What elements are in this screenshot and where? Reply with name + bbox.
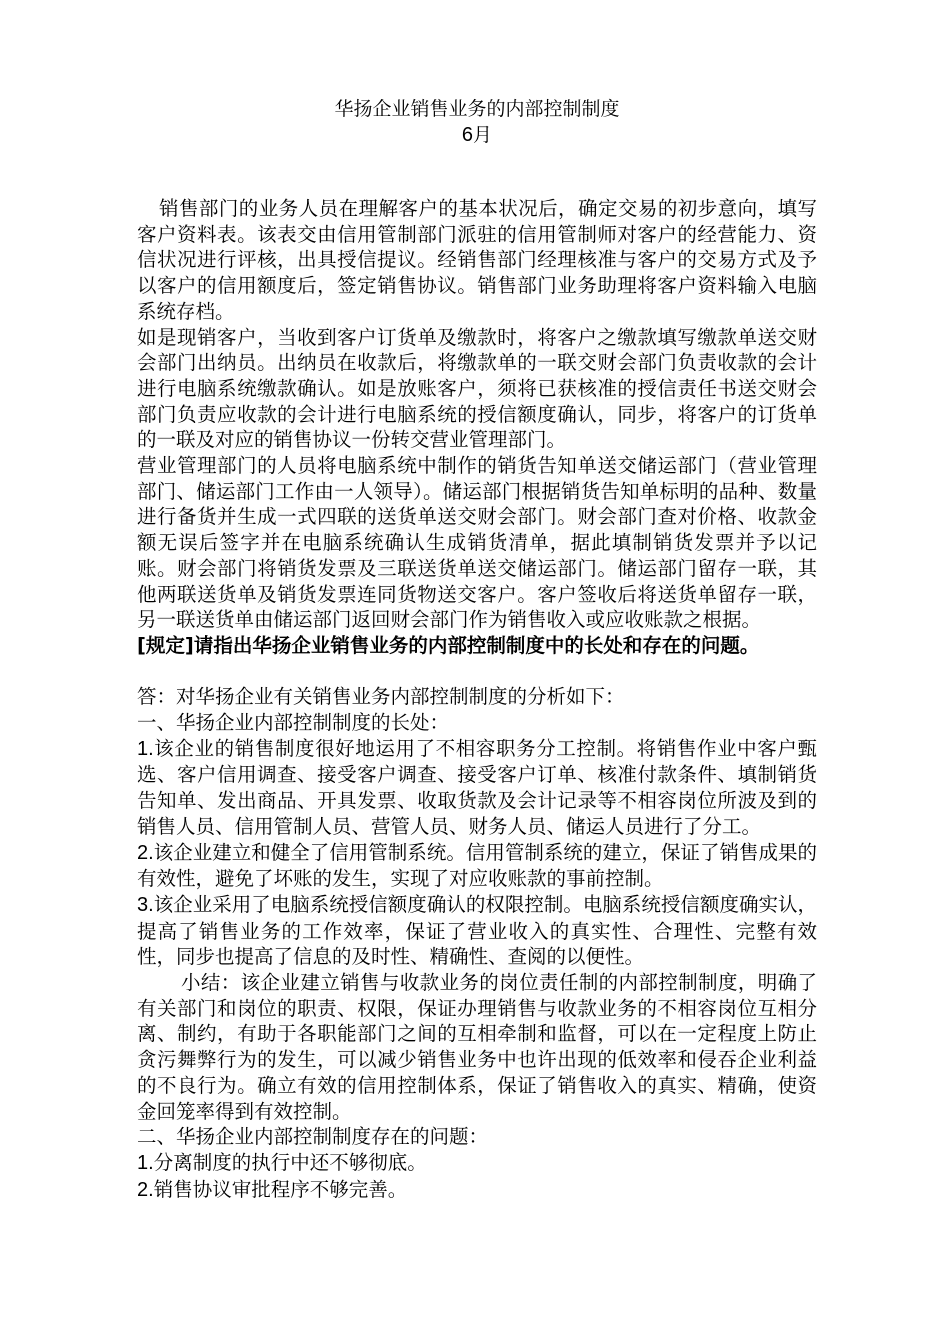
strength-number: 3. bbox=[137, 893, 154, 916]
strength-item-1 bbox=[137, 736, 817, 840]
summary-paragraph: 小结：该企业建立销售与收款业务的岗位责任制的内部控制制度，明确了有关部门和岗位的职责、权限，保证办理销售与收款业务的不相容岗位互相分离、制约，有助于各职能部门之间的互相牵制和监督，可以在一定程度上防止贪污舞弊行为的发生，可以减少销售业务中也许出现的低效率和侵吞企业利益的不良行为。确立有效的信用控制体系，保证了销售收入的真实、精确，使资金回笼率得到有效控制。 bbox=[137, 971, 817, 1123]
case-paragraph-1: 销售部门的业务人员在理解客户的基本状况后，确定交易的初步意向，填写客户资料表。该表交由信用管制部门派驻的信用管制师对客户的经营能力、资信状况进行评核，出具授信提议。经销售部门经理核准与客户的交易方式及予以客户的信用额度后，签定销售协议。销售部门业务助理将客户资料输入电脑系统存档。 bbox=[137, 197, 817, 323]
strength-text: 该企业采用了电脑系统授信额度确认的权限控制。电脑系统授信额度确实认，提高了销售业务的工作效率，保证了营业收入的真实性、合理性、完整有效性，同步也提高了信息的及时性、精确性、查阅的以便性。 bbox=[137, 892, 817, 969]
section-2-heading: 二、华扬企业内部控制制度存在的问题： bbox=[137, 1125, 489, 1149]
strength-number: 2. bbox=[137, 841, 154, 864]
case-paragraph-2: 如是现销客户，当收到客户订货单及缴款时，将客户之缴款填写缴款单送交财会部门出纳员。出纳员在收款后，将缴款单的一联交财会部门负责收款的会计进行电脑系统缴款确认。如是放账客户，须将已获核准的授信责任书送交财会部门负责应收款的会计进行电脑系统的授信额度确认，同步，将客户的订货单的一联及对应的销售协议一份转交营业管理部门。 bbox=[137, 325, 817, 452]
month-number: 6 bbox=[461, 124, 474, 146]
problem-text: 分离制度的执行中还不够彻底。 bbox=[153, 1151, 427, 1174]
case-paragraph-3: 营业管理部门的人员将电脑系统中制作的销货告知单送交储运部门（营业管理部门、储运部门工作由一人领导）。储运部门根据销货告知单标明的品种、数量进行备货并生成一式四联的送货单送交财会部门。财会部门查对价格、收款金额无误后签字并在电脑系统确认生成销货清单，据此填制销货发票并予以记账。财会部门将销货发票及三联送货单送交储运部门。储运部门留存一联，其他两联送货单及销货发票连同货物送交客户。客户签收后将送货单留存一联，另一联送货单由储运部门返回财会部门作为销售收入或应收账款之根据。 bbox=[137, 454, 817, 632]
title-block bbox=[137, 96, 817, 148]
answer-intro: 答：对华扬企业有关销售业务内部控制制度的分析如下： bbox=[137, 685, 625, 709]
title-spacer bbox=[137, 148, 817, 196]
strength-item-2 bbox=[137, 840, 817, 892]
problem-number: 2. bbox=[137, 1178, 154, 1201]
document-title: 华扬企业销售业务的内部控制制度 bbox=[334, 98, 620, 120]
question: [规定]请指出华扬企业销售业务的内部控制制度中的长处和存在的问题。 bbox=[137, 633, 760, 657]
blank-line bbox=[137, 659, 817, 685]
section-1-heading: 一、华扬企业内部控制制度的长处： bbox=[137, 711, 450, 735]
strength-item-3 bbox=[137, 892, 817, 970]
month-unit: 月 bbox=[473, 124, 493, 146]
problem-item-1 bbox=[137, 1150, 817, 1177]
problem-item-2 bbox=[137, 1177, 817, 1204]
strength-text: 该企业建立和健全了信用管制系统。信用管制系统的建立，保证了销售成果的有效性，避免了坏账的发生，实现了对应收账款的事前控制。 bbox=[137, 840, 817, 891]
document-body bbox=[137, 196, 817, 1203]
problem-text: 销售协议审批程序不够完善。 bbox=[153, 1177, 408, 1201]
strength-text: 该企业的销售制度很好地运用了不相容职务分工控制。将销售作业中客户甄选、客户信用调查、接受客户调查、接受客户订单、核准付款条件、填制销货告知单、发出商品、开具发票、收取货款及会计记录等不相容岗位所波及到的销售人员、信用管制人员、营管人员、财务人员、储运人员进行了分工。 bbox=[137, 736, 817, 838]
document-page bbox=[137, 96, 817, 1203]
strength-number: 1. bbox=[137, 737, 154, 760]
problem-number: 1. bbox=[137, 1152, 154, 1174]
document-month bbox=[137, 122, 817, 148]
